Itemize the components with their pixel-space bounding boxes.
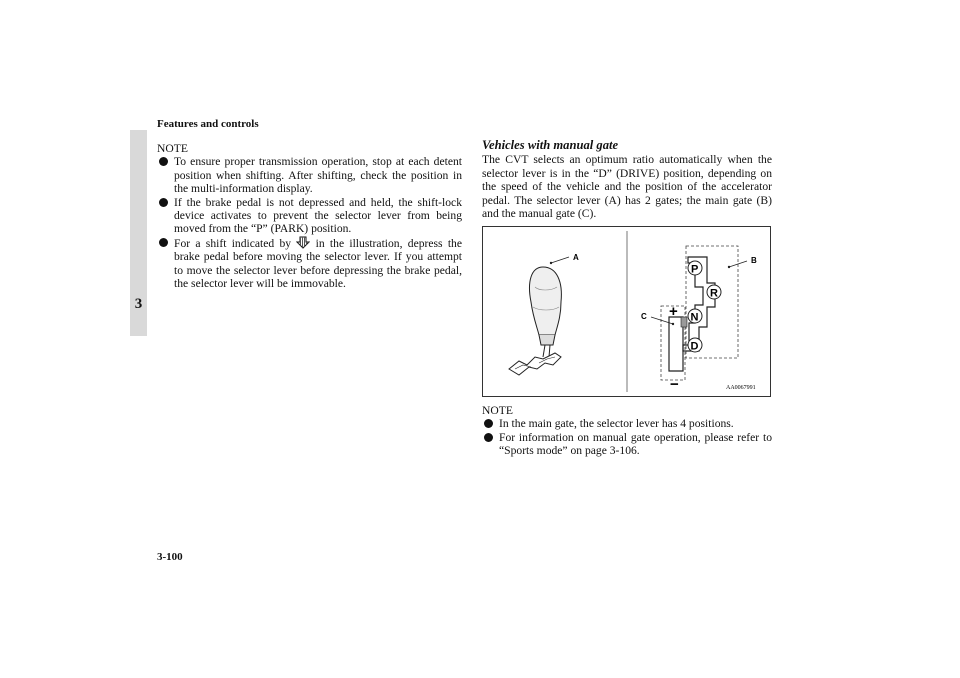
plus-sign: + bbox=[669, 303, 678, 320]
section-body: The CVT selects an optimum ratio automatically when the selector lever is in the “D” (DRIVE) position, depending on the speed of the vehicle and the position of the accelerator pedal. The selector lever (A) has 2 gates; the main gate (B) and the manual gate (C). bbox=[482, 153, 772, 221]
gate-r: R bbox=[710, 287, 718, 300]
lever-base bbox=[509, 353, 561, 375]
gate-p: P bbox=[691, 263, 699, 276]
label-c: C bbox=[641, 312, 647, 321]
right-note bbox=[482, 404, 772, 458]
gate-d: D bbox=[690, 340, 699, 353]
note-label: NOTE bbox=[157, 142, 188, 155]
lever-knob bbox=[530, 267, 562, 335]
minus-sign: − bbox=[670, 376, 679, 393]
note-bullet-text: For information on manual gate operation, please refer to “Sports mode” on page 3-106. bbox=[499, 430, 772, 458]
label-a: A bbox=[573, 253, 579, 262]
gate-n: N bbox=[690, 311, 699, 324]
bullet-icon bbox=[159, 157, 168, 166]
illustration-svg bbox=[483, 227, 770, 396]
bullet-icon bbox=[159, 198, 168, 207]
section-title: Vehicles with manual gate bbox=[482, 138, 619, 152]
note-bullet-text-after: in the illustration, depress the brake pedal before moving the selector lever. If you attempt to move the selector lever before depressing the brake pedal, the selector lever will be immovable. bbox=[174, 236, 462, 291]
note-bullet-text: To ensure proper transmission operation, stop at each detent position when shifting. After shifting, check the position in the multi-information display. bbox=[174, 155, 462, 196]
note-bullet bbox=[482, 417, 772, 430]
note-bullet bbox=[157, 155, 462, 195]
note-bullet bbox=[157, 236, 462, 291]
chapter-number: 3 bbox=[134, 296, 143, 312]
manual-gate-section bbox=[482, 139, 772, 220]
left-note bbox=[157, 142, 462, 290]
page-header: Features and controls bbox=[157, 118, 259, 130]
label-b: B bbox=[751, 256, 757, 265]
note-bullet bbox=[157, 196, 462, 236]
page-number: 3-100 bbox=[157, 551, 183, 563]
note-bullet bbox=[482, 431, 772, 458]
note-bullet-text: In the main gate, the selector lever has 4 positions. bbox=[499, 417, 734, 431]
figure-code: AA0067991 bbox=[726, 385, 756, 391]
note-bullet-text: If the brake pedal is not depressed and held, the shift-lock device activates to prevent the selector lever from being moved from the “P” (PARK) position. bbox=[174, 195, 462, 236]
bullet-icon bbox=[159, 238, 168, 247]
note-label: NOTE bbox=[482, 404, 513, 417]
note-bullet-text-before: For a shift indicated by bbox=[174, 236, 292, 250]
bullet-icon bbox=[484, 433, 493, 442]
selector-lever-illustration bbox=[482, 226, 771, 397]
shift-arrow-icon bbox=[296, 236, 310, 249]
bullet-icon bbox=[484, 419, 493, 428]
